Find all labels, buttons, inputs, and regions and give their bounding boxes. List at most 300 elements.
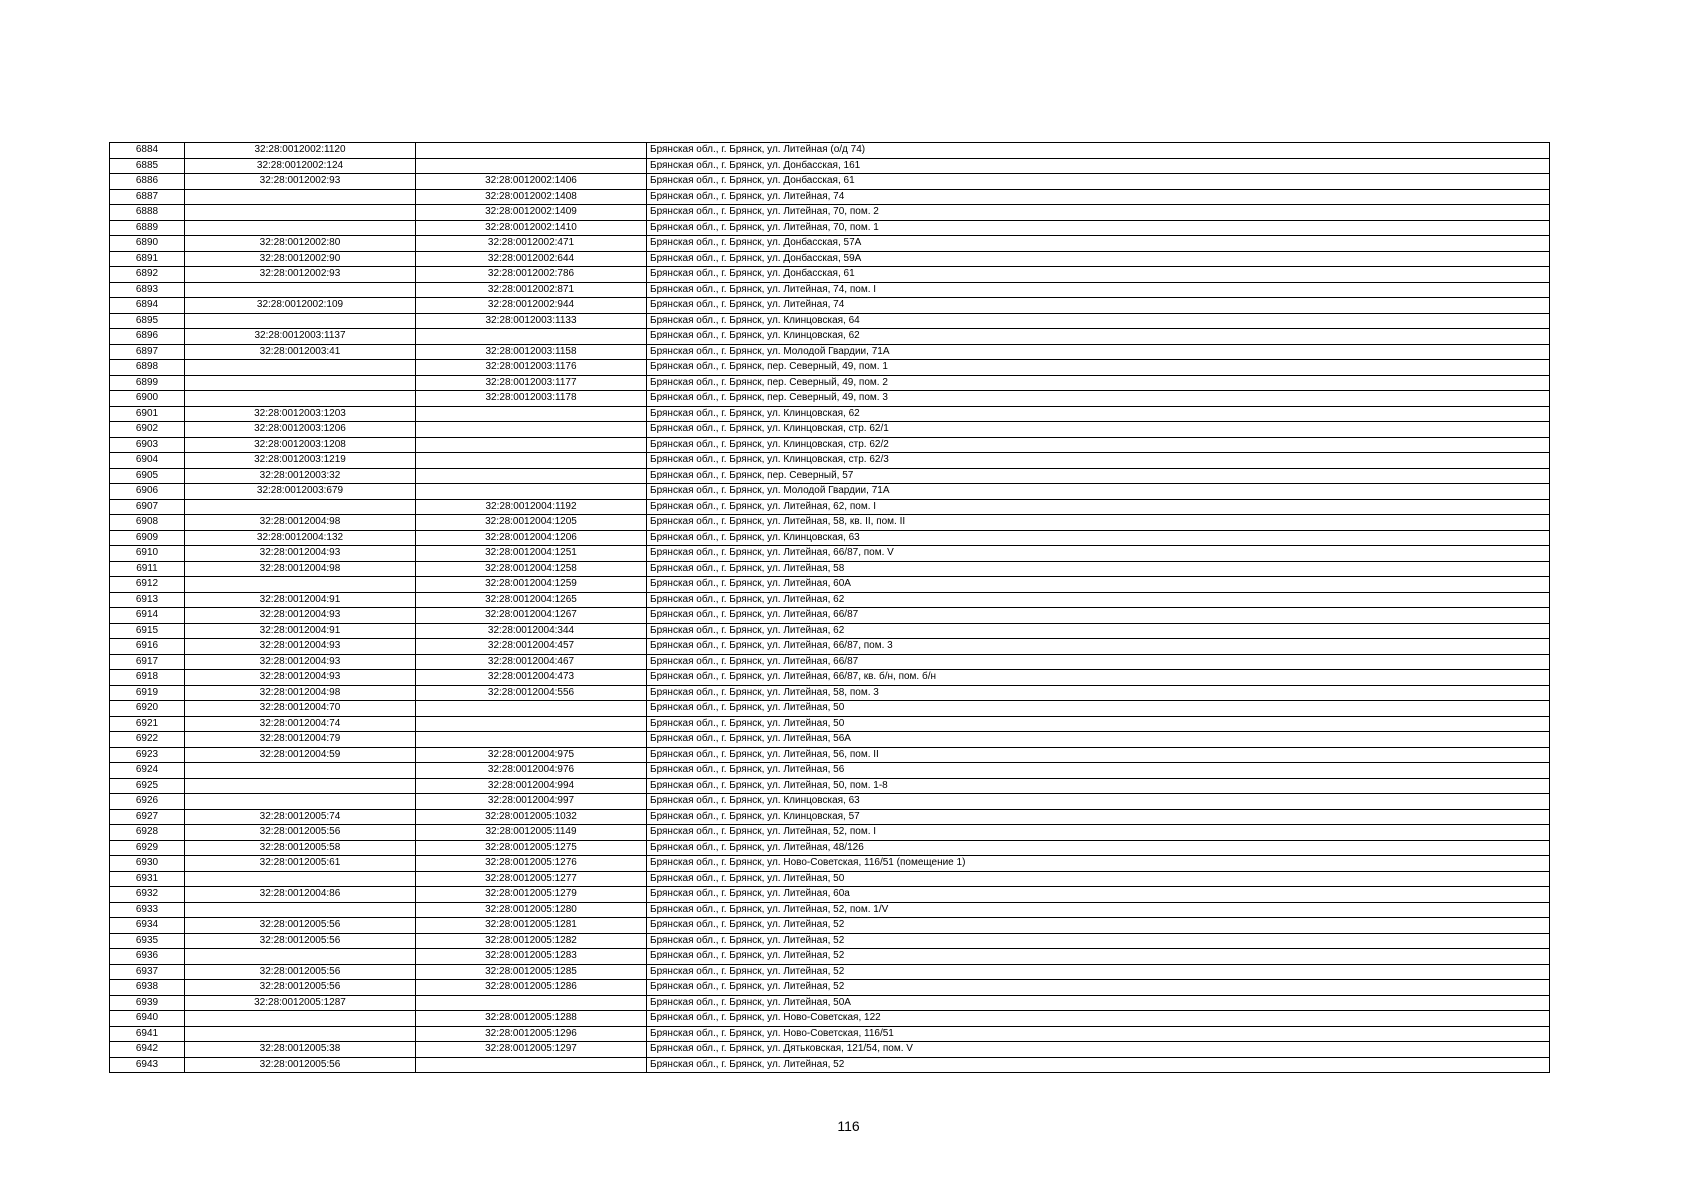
address-cell: Брянская обл., г. Брянск, ул. Литейная, 52 (647, 933, 1550, 949)
table-row (110, 499, 1550, 515)
row-number-cell: 6887 (110, 189, 185, 205)
land-cadastral-number-cell (185, 902, 416, 918)
object-cadastral-number-cell: 32:28:0012005:1276 (416, 856, 647, 872)
table-row (110, 716, 1550, 732)
row-number-cell: 6900 (110, 391, 185, 407)
land-cadastral-number-cell: 32:28:0012004:59 (185, 747, 416, 763)
address-cell: Брянская обл., г. Брянск, ул. Донбасская, 59А (647, 251, 1550, 267)
row-number-cell: 6932 (110, 887, 185, 903)
table-row (110, 360, 1550, 376)
table-row (110, 298, 1550, 314)
address-cell: Брянская обл., г. Брянск, ул. Литейная, 66/87, кв. б/н, пом. б/н (647, 670, 1550, 686)
row-number-cell: 6913 (110, 592, 185, 608)
object-cadastral-number-cell: 32:28:0012002:1409 (416, 205, 647, 221)
address-cell: Брянская обл., г. Брянск, ул. Литейная, 74 (647, 298, 1550, 314)
land-cadastral-number-cell: 32:28:0012005:56 (185, 1057, 416, 1073)
object-cadastral-number-cell: 32:28:0012005:1285 (416, 964, 647, 980)
object-cadastral-number-cell: 32:28:0012004:1258 (416, 561, 647, 577)
land-cadastral-number-cell: 32:28:0012005:56 (185, 964, 416, 980)
address-cell: Брянская обл., г. Брянск, ул. Клинцовская, 64 (647, 313, 1550, 329)
address-cell: Брянская обл., г. Брянск, пер. Северный, 57 (647, 468, 1550, 484)
land-cadastral-number-cell: 32:28:0012004:93 (185, 670, 416, 686)
object-cadastral-number-cell: 32:28:0012004:473 (416, 670, 647, 686)
address-cell: Брянская обл., г. Брянск, ул. Литейная, 66/87 (647, 608, 1550, 624)
table-row (110, 282, 1550, 298)
object-cadastral-number-cell: 32:28:0012004:997 (416, 794, 647, 810)
land-cadastral-number-cell (185, 778, 416, 794)
table-row (110, 840, 1550, 856)
land-cadastral-number-cell (185, 763, 416, 779)
row-number-cell: 6931 (110, 871, 185, 887)
address-cell: Брянская обл., г. Брянск, ул. Ново-Советская, 122 (647, 1011, 1550, 1027)
object-cadastral-number-cell: 32:28:0012002:471 (416, 236, 647, 252)
object-cadastral-number-cell (416, 406, 647, 422)
object-cadastral-number-cell (416, 1057, 647, 1073)
row-number-cell: 6897 (110, 344, 185, 360)
land-cadastral-number-cell (185, 577, 416, 593)
land-cadastral-number-cell (185, 1011, 416, 1027)
row-number-cell: 6943 (110, 1057, 185, 1073)
object-cadastral-number-cell: 32:28:0012005:1283 (416, 949, 647, 965)
address-cell: Брянская обл., г. Брянск, пер. Северный, 49, пом. 1 (647, 360, 1550, 376)
object-cadastral-number-cell: 32:28:0012004:457 (416, 639, 647, 655)
table-row (110, 375, 1550, 391)
row-number-cell: 6885 (110, 158, 185, 174)
table-row (110, 468, 1550, 484)
land-cadastral-number-cell: 32:28:0012003:1219 (185, 453, 416, 469)
land-cadastral-number-cell: 32:28:0012003:32 (185, 468, 416, 484)
address-cell: Брянская обл., г. Брянск, ул. Ново-Советская, 116/51 (помещение 1) (647, 856, 1550, 872)
table-row (110, 654, 1550, 670)
land-cadastral-number-cell: 32:28:0012003:41 (185, 344, 416, 360)
object-cadastral-number-cell: 32:28:0012004:1206 (416, 530, 647, 546)
address-cell: Брянская обл., г. Брянск, ул. Литейная, 62, пом. I (647, 499, 1550, 515)
table-row (110, 267, 1550, 283)
row-number-cell: 6889 (110, 220, 185, 236)
table-row (110, 980, 1550, 996)
row-number-cell: 6940 (110, 1011, 185, 1027)
object-cadastral-number-cell: 32:28:0012004:344 (416, 623, 647, 639)
address-cell: Брянская обл., г. Брянск, ул. Литейная, 70, пом. 1 (647, 220, 1550, 236)
land-cadastral-number-cell: 32:28:0012004:91 (185, 592, 416, 608)
row-number-cell: 6926 (110, 794, 185, 810)
land-cadastral-number-cell (185, 499, 416, 515)
land-cadastral-number-cell (185, 189, 416, 205)
land-cadastral-number-cell (185, 220, 416, 236)
object-cadastral-number-cell: 32:28:0012003:1178 (416, 391, 647, 407)
row-number-cell: 6939 (110, 995, 185, 1011)
table-row (110, 778, 1550, 794)
address-cell: Брянская обл., г. Брянск, ул. Литейная, 74 (647, 189, 1550, 205)
row-number-cell: 6922 (110, 732, 185, 748)
land-cadastral-number-cell: 32:28:0012005:74 (185, 809, 416, 825)
object-cadastral-number-cell: 32:28:0012005:1286 (416, 980, 647, 996)
land-cadastral-number-cell: 32:28:0012004:70 (185, 701, 416, 717)
land-cadastral-number-cell: 32:28:0012002:80 (185, 236, 416, 252)
object-cadastral-number-cell: 32:28:0012002:786 (416, 267, 647, 283)
object-cadastral-number-cell: 32:28:0012004:1192 (416, 499, 647, 515)
land-cadastral-number-cell: 32:28:0012003:1203 (185, 406, 416, 422)
land-cadastral-number-cell (185, 391, 416, 407)
row-number-cell: 6917 (110, 654, 185, 670)
object-cadastral-number-cell: 32:28:0012003:1133 (416, 313, 647, 329)
row-number-cell: 6927 (110, 809, 185, 825)
row-number-cell: 6928 (110, 825, 185, 841)
row-number-cell: 6924 (110, 763, 185, 779)
table-row (110, 887, 1550, 903)
row-number-cell: 6909 (110, 530, 185, 546)
object-cadastral-number-cell: 32:28:0012002:1408 (416, 189, 647, 205)
table-row (110, 422, 1550, 438)
table-row (110, 902, 1550, 918)
row-number-cell: 6903 (110, 437, 185, 453)
address-cell: Брянская обл., г. Брянск, ул. Литейная, 74, пом. I (647, 282, 1550, 298)
table-row (110, 794, 1550, 810)
address-cell: Брянская обл., г. Брянск, ул. Литейная, 62 (647, 623, 1550, 639)
address-cell: Брянская обл., г. Брянск, ул. Донбасская, 61 (647, 174, 1550, 190)
object-cadastral-number-cell: 32:28:0012005:1281 (416, 918, 647, 934)
table-row (110, 236, 1550, 252)
address-cell: Брянская обл., г. Брянск, ул. Литейная, 52 (647, 980, 1550, 996)
address-cell: Брянская обл., г. Брянск, ул. Клинцовская, 62 (647, 406, 1550, 422)
row-number-cell: 6892 (110, 267, 185, 283)
land-cadastral-number-cell (185, 282, 416, 298)
row-number-cell: 6935 (110, 933, 185, 949)
row-number-cell: 6899 (110, 375, 185, 391)
object-cadastral-number-cell: 32:28:0012005:1277 (416, 871, 647, 887)
object-cadastral-number-cell (416, 716, 647, 732)
table-row (110, 747, 1550, 763)
land-cadastral-number-cell: 32:28:0012004:93 (185, 546, 416, 562)
table-row (110, 701, 1550, 717)
row-number-cell: 6921 (110, 716, 185, 732)
land-cadastral-number-cell (185, 375, 416, 391)
address-cell: Брянская обл., г. Брянск, ул. Клинцовская, стр. 62/1 (647, 422, 1550, 438)
row-number-cell: 6938 (110, 980, 185, 996)
row-number-cell: 6895 (110, 313, 185, 329)
object-cadastral-number-cell (416, 453, 647, 469)
land-cadastral-number-cell (185, 794, 416, 810)
address-cell: Брянская обл., г. Брянск, ул. Литейная, 50, пом. 1-8 (647, 778, 1550, 794)
land-cadastral-number-cell (185, 871, 416, 887)
table-row (110, 406, 1550, 422)
table-row (110, 685, 1550, 701)
row-number-cell: 6886 (110, 174, 185, 190)
object-cadastral-number-cell: 32:28:0012004:975 (416, 747, 647, 763)
row-number-cell: 6925 (110, 778, 185, 794)
object-cadastral-number-cell (416, 995, 647, 1011)
land-cadastral-number-cell: 32:28:0012005:56 (185, 825, 416, 841)
row-number-cell: 6916 (110, 639, 185, 655)
object-cadastral-number-cell: 32:28:0012004:1267 (416, 608, 647, 624)
address-cell: Брянская обл., г. Брянск, ул. Ново-Советская, 116/51 (647, 1026, 1550, 1042)
table-row (110, 546, 1550, 562)
table-row (110, 856, 1550, 872)
object-cadastral-number-cell (416, 437, 647, 453)
row-number-cell: 6907 (110, 499, 185, 515)
object-cadastral-number-cell: 32:28:0012005:1297 (416, 1042, 647, 1058)
row-number-cell: 6898 (110, 360, 185, 376)
row-number-cell: 6936 (110, 949, 185, 965)
land-cadastral-number-cell: 32:28:0012005:38 (185, 1042, 416, 1058)
object-cadastral-number-cell (416, 732, 647, 748)
row-number-cell: 6904 (110, 453, 185, 469)
row-number-cell: 6902 (110, 422, 185, 438)
row-number-cell: 6884 (110, 143, 185, 159)
land-cadastral-number-cell: 32:28:0012002:109 (185, 298, 416, 314)
row-number-cell: 6901 (110, 406, 185, 422)
row-number-cell: 6915 (110, 623, 185, 639)
land-cadastral-number-cell: 32:28:0012002:124 (185, 158, 416, 174)
address-cell: Брянская обл., г. Брянск, ул. Молодой Гвардии, 71А (647, 484, 1550, 500)
address-cell: Брянская обл., г. Брянск, ул. Клинцовская, стр. 62/2 (647, 437, 1550, 453)
table-row (110, 577, 1550, 593)
row-number-cell: 6908 (110, 515, 185, 531)
table-row (110, 1026, 1550, 1042)
row-number-cell: 6920 (110, 701, 185, 717)
object-cadastral-number-cell (416, 468, 647, 484)
row-number-cell: 6941 (110, 1026, 185, 1042)
table-row (110, 391, 1550, 407)
land-cadastral-number-cell: 32:28:0012004:98 (185, 685, 416, 701)
land-cadastral-number-cell: 32:28:0012004:98 (185, 515, 416, 531)
address-cell: Брянская обл., г. Брянск, ул. Литейная, 52 (647, 1057, 1550, 1073)
row-number-cell: 6934 (110, 918, 185, 934)
row-number-cell: 6893 (110, 282, 185, 298)
object-cadastral-number-cell (416, 329, 647, 345)
land-cadastral-number-cell (185, 360, 416, 376)
row-number-cell: 6930 (110, 856, 185, 872)
row-number-cell: 6890 (110, 236, 185, 252)
table-row (110, 205, 1550, 221)
object-cadastral-number-cell: 32:28:0012004:1259 (416, 577, 647, 593)
table-row (110, 174, 1550, 190)
table-row (110, 313, 1550, 329)
land-cadastral-number-cell: 32:28:0012003:1137 (185, 329, 416, 345)
row-number-cell: 6891 (110, 251, 185, 267)
land-cadastral-number-cell: 32:28:0012004:79 (185, 732, 416, 748)
row-number-cell: 6906 (110, 484, 185, 500)
table-row (110, 453, 1550, 469)
address-cell: Брянская обл., г. Брянск, ул. Литейная, 66/87, пом. V (647, 546, 1550, 562)
row-number-cell: 6918 (110, 670, 185, 686)
land-cadastral-number-cell: 32:28:0012002:1120 (185, 143, 416, 159)
land-cadastral-number-cell: 32:28:0012004:98 (185, 561, 416, 577)
address-cell: Брянская обл., г. Брянск, ул. Литейная, 50 (647, 716, 1550, 732)
address-cell: Брянская обл., г. Брянск, ул. Клинцовская, стр. 62/3 (647, 453, 1550, 469)
object-cadastral-number-cell: 32:28:0012005:1282 (416, 933, 647, 949)
object-cadastral-number-cell: 32:28:0012002:1410 (416, 220, 647, 236)
address-cell: Брянская обл., г. Брянск, ул. Литейная, 52, пом. I (647, 825, 1550, 841)
object-cadastral-number-cell: 32:28:0012003:1158 (416, 344, 647, 360)
land-cadastral-number-cell: 32:28:0012004:93 (185, 654, 416, 670)
object-cadastral-number-cell (416, 158, 647, 174)
object-cadastral-number-cell: 32:28:0012004:976 (416, 763, 647, 779)
address-cell: Брянская обл., г. Брянск, ул. Литейная, 52 (647, 964, 1550, 980)
land-cadastral-number-cell: 32:28:0012005:56 (185, 933, 416, 949)
object-cadastral-number-cell: 32:28:0012005:1032 (416, 809, 647, 825)
registry-table-body (110, 143, 1550, 1073)
row-number-cell: 6896 (110, 329, 185, 345)
cadastral-registry-table (109, 142, 1550, 1073)
table-row (110, 220, 1550, 236)
land-cadastral-number-cell: 32:28:0012003:1206 (185, 422, 416, 438)
page-number: 116 (837, 1118, 860, 1134)
table-row (110, 825, 1550, 841)
object-cadastral-number-cell: 32:28:0012002:1406 (416, 174, 647, 190)
address-cell: Брянская обл., г. Брянск, ул. Дятьковская, 121/54, пом. V (647, 1042, 1550, 1058)
address-cell: Брянская обл., г. Брянск, ул. Литейная, 62 (647, 592, 1550, 608)
row-number-cell: 6923 (110, 747, 185, 763)
land-cadastral-number-cell (185, 1026, 416, 1042)
land-cadastral-number-cell: 32:28:0012004:74 (185, 716, 416, 732)
address-cell: Брянская обл., г. Брянск, ул. Донбасская, 61 (647, 267, 1550, 283)
address-cell: Брянская обл., г. Брянск, ул. Литейная, 50 (647, 701, 1550, 717)
land-cadastral-number-cell: 32:28:0012004:93 (185, 639, 416, 655)
land-cadastral-number-cell: 32:28:0012005:56 (185, 980, 416, 996)
table-row (110, 251, 1550, 267)
table-row (110, 344, 1550, 360)
row-number-cell: 6933 (110, 902, 185, 918)
address-cell: Брянская обл., г. Брянск, ул. Клинцовская, 63 (647, 530, 1550, 546)
land-cadastral-number-cell: 32:28:0012002:90 (185, 251, 416, 267)
object-cadastral-number-cell: 32:28:0012005:1149 (416, 825, 647, 841)
object-cadastral-number-cell: 32:28:0012003:1176 (416, 360, 647, 376)
table-row (110, 608, 1550, 624)
object-cadastral-number-cell: 32:28:0012005:1280 (416, 902, 647, 918)
address-cell: Брянская обл., г. Брянск, ул. Молодой Гвардии, 71А (647, 344, 1550, 360)
address-cell: Брянская обл., г. Брянск, пер. Северный, 49, пом. 2 (647, 375, 1550, 391)
address-cell: Брянская обл., г. Брянск, ул. Клинцовская, 62 (647, 329, 1550, 345)
address-cell: Брянская обл., г. Брянск, ул. Литейная, 60а (647, 887, 1550, 903)
row-number-cell: 6905 (110, 468, 185, 484)
table-row (110, 964, 1550, 980)
object-cadastral-number-cell (416, 143, 647, 159)
address-cell: Брянская обл., г. Брянск, ул. Литейная, 50 (647, 871, 1550, 887)
row-number-cell: 6919 (110, 685, 185, 701)
table-row (110, 933, 1550, 949)
address-cell: Брянская обл., г. Брянск, ул. Клинцовская, 63 (647, 794, 1550, 810)
object-cadastral-number-cell: 32:28:0012004:467 (416, 654, 647, 670)
row-number-cell: 6929 (110, 840, 185, 856)
address-cell: Брянская обл., г. Брянск, ул. Литейная, 48/126 (647, 840, 1550, 856)
row-number-cell: 6914 (110, 608, 185, 624)
land-cadastral-number-cell: 32:28:0012002:93 (185, 267, 416, 283)
table-row (110, 763, 1550, 779)
object-cadastral-number-cell: 32:28:0012004:1251 (416, 546, 647, 562)
object-cadastral-number-cell: 32:28:0012004:1265 (416, 592, 647, 608)
table-row (110, 918, 1550, 934)
address-cell: Брянская обл., г. Брянск, ул. Литейная, 58 (647, 561, 1550, 577)
address-cell: Брянская обл., г. Брянск, ул. Литейная, 60А (647, 577, 1550, 593)
object-cadastral-number-cell: 32:28:0012005:1279 (416, 887, 647, 903)
table-row (110, 158, 1550, 174)
table-row (110, 143, 1550, 159)
row-number-cell: 6911 (110, 561, 185, 577)
land-cadastral-number-cell (185, 949, 416, 965)
land-cadastral-number-cell: 32:28:0012004:132 (185, 530, 416, 546)
row-number-cell: 6910 (110, 546, 185, 562)
address-cell: Брянская обл., г. Брянск, ул. Клинцовская, 57 (647, 809, 1550, 825)
table-row (110, 623, 1550, 639)
table-row (110, 189, 1550, 205)
object-cadastral-number-cell (416, 422, 647, 438)
address-cell: Брянская обл., г. Брянск, ул. Литейная, 70, пом. 2 (647, 205, 1550, 221)
address-cell: Брянская обл., г. Брянск, ул. Литейная, 66/87, пом. 3 (647, 639, 1550, 655)
table-row (110, 515, 1550, 531)
object-cadastral-number-cell: 32:28:0012005:1296 (416, 1026, 647, 1042)
object-cadastral-number-cell: 32:28:0012004:556 (416, 685, 647, 701)
land-cadastral-number-cell: 32:28:0012005:61 (185, 856, 416, 872)
table-row (110, 995, 1550, 1011)
row-number-cell: 6894 (110, 298, 185, 314)
address-cell: Брянская обл., г. Брянск, ул. Литейная, 56А (647, 732, 1550, 748)
address-cell: Брянская обл., г. Брянск, ул. Литейная, 52, пом. 1/V (647, 902, 1550, 918)
land-cadastral-number-cell: 32:28:0012002:93 (185, 174, 416, 190)
address-cell: Брянская обл., г. Брянск, ул. Литейная, 52 (647, 949, 1550, 965)
address-cell: Брянская обл., г. Брянск, ул. Литейная, 50А (647, 995, 1550, 1011)
address-cell: Брянская обл., г. Брянск, ул. Литейная, 52 (647, 918, 1550, 934)
table-row (110, 670, 1550, 686)
table-row (110, 484, 1550, 500)
land-cadastral-number-cell: 32:28:0012005:56 (185, 918, 416, 934)
address-cell: Брянская обл., г. Брянск, ул. Литейная, 58, пом. 3 (647, 685, 1550, 701)
object-cadastral-number-cell: 32:28:0012003:1177 (416, 375, 647, 391)
land-cadastral-number-cell (185, 313, 416, 329)
land-cadastral-number-cell (185, 205, 416, 221)
table-row (110, 1011, 1550, 1027)
table-row (110, 1057, 1550, 1073)
object-cadastral-number-cell (416, 484, 647, 500)
address-cell: Брянская обл., г. Брянск, ул. Литейная, 56, пом. II (647, 747, 1550, 763)
object-cadastral-number-cell: 32:28:0012005:1288 (416, 1011, 647, 1027)
table-row (110, 1042, 1550, 1058)
table-row (110, 592, 1550, 608)
object-cadastral-number-cell: 32:28:0012005:1275 (416, 840, 647, 856)
land-cadastral-number-cell: 32:28:0012003:679 (185, 484, 416, 500)
table-row (110, 329, 1550, 345)
address-cell: Брянская обл., г. Брянск, ул. Донбасская, 161 (647, 158, 1550, 174)
land-cadastral-number-cell: 32:28:0012004:93 (185, 608, 416, 624)
object-cadastral-number-cell: 32:28:0012002:644 (416, 251, 647, 267)
table-row (110, 639, 1550, 655)
land-cadastral-number-cell: 32:28:0012003:1208 (185, 437, 416, 453)
address-cell: Брянская обл., г. Брянск, ул. Донбасская, 57А (647, 236, 1550, 252)
table-row (110, 809, 1550, 825)
table-row (110, 732, 1550, 748)
object-cadastral-number-cell: 32:28:0012002:944 (416, 298, 647, 314)
table-row (110, 530, 1550, 546)
address-cell: Брянская обл., г. Брянск, ул. Литейная, 56 (647, 763, 1550, 779)
table-row (110, 871, 1550, 887)
address-cell: Брянская обл., г. Брянск, ул. Литейная, 58, кв. II, пом. II (647, 515, 1550, 531)
land-cadastral-number-cell: 32:28:0012004:91 (185, 623, 416, 639)
land-cadastral-number-cell: 32:28:0012005:1287 (185, 995, 416, 1011)
object-cadastral-number-cell (416, 701, 647, 717)
row-number-cell: 6912 (110, 577, 185, 593)
row-number-cell: 6888 (110, 205, 185, 221)
address-cell: Брянская обл., г. Брянск, пер. Северный, 49, пом. 3 (647, 391, 1550, 407)
object-cadastral-number-cell: 32:28:0012004:1205 (416, 515, 647, 531)
table-row (110, 437, 1550, 453)
row-number-cell: 6937 (110, 964, 185, 980)
land-cadastral-number-cell: 32:28:0012004:86 (185, 887, 416, 903)
row-number-cell: 6942 (110, 1042, 185, 1058)
address-cell: Брянская обл., г. Брянск, ул. Литейная (о/д 74) (647, 143, 1550, 159)
table-row (110, 949, 1550, 965)
object-cadastral-number-cell: 32:28:0012004:994 (416, 778, 647, 794)
land-cadastral-number-cell: 32:28:0012005:58 (185, 840, 416, 856)
